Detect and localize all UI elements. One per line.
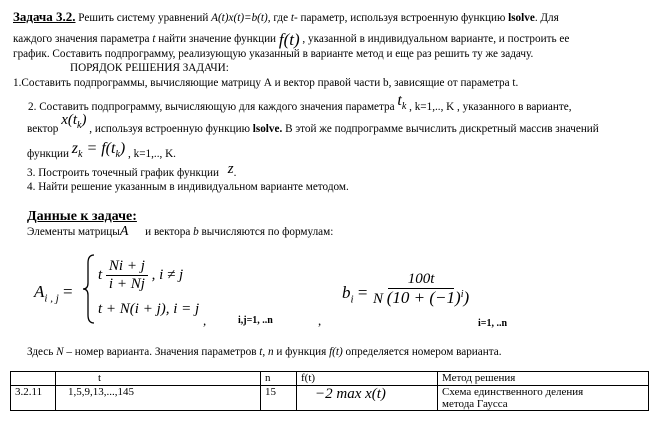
text: Схема единственного деления (442, 386, 584, 398)
formula-b-lhs (342, 283, 367, 305)
text: i + Nj (108, 275, 145, 292)
text: Элементы матрицы (27, 226, 120, 238)
text: и вектора (145, 226, 191, 238)
step-1: 1.Составить подпрограммы, вычисляющие матрицу А и вектор правой части b, зависящие от параметра t. (13, 77, 519, 89)
formula-b-rhs (370, 272, 472, 307)
text: 2. Составить подпрограмму, вычисляющую для каждого значения параметра (28, 101, 395, 113)
text: и функция (276, 346, 327, 358)
text: – номер варианта. Значения параметров (66, 346, 257, 358)
text: каждого значения параметра (13, 33, 150, 46)
text: i (460, 288, 464, 300)
text: , i ≠ j (151, 267, 184, 284)
order-heading: ПОРЯДОК РЕШЕНИЯ ЗАДАЧИ: (70, 62, 229, 74)
task-title: Задача 3.2. (13, 9, 76, 24)
table-header: t (56, 372, 261, 386)
range-i: i=1, ..n (478, 318, 508, 329)
step-2-line-3 (27, 140, 176, 165)
task-line-2 (13, 30, 570, 49)
comma: , (318, 313, 322, 328)
range-ij: i,j=1, ..n (238, 315, 273, 326)
table-cell: 3.2.11 (11, 386, 56, 411)
text: определяется номером варианта. (345, 346, 502, 358)
table-header: f(t) (297, 372, 438, 386)
fraction (106, 259, 148, 292)
step-4: 4. Найти решение указанным в индивидуальном варианте методом. (27, 181, 349, 193)
text: k (77, 120, 82, 131)
text: ) (81, 112, 87, 128)
text: , указанной в индивидуальном варианте, и построить ее (302, 33, 570, 46)
text: 3. Построить точечный график функции (27, 167, 219, 179)
data-heading: Данные к задаче: (27, 209, 137, 224)
text: Ni + j (106, 259, 148, 276)
formula-a-row-1 (98, 259, 183, 292)
text: , используя встроенную функцию (89, 123, 250, 135)
text: функции (27, 148, 69, 160)
formula-a-lhs (34, 282, 73, 304)
text: i (350, 293, 354, 306)
text: k (77, 149, 83, 161)
text: вычисляются по формулам: (201, 226, 334, 238)
text: A (119, 224, 129, 239)
text: b (193, 226, 199, 238)
text: = (63, 282, 73, 301)
text: . (233, 167, 237, 179)
text: где (273, 12, 289, 24)
formula-xtk (61, 112, 87, 131)
text: метода Гаусса (442, 398, 508, 410)
table-cell: 15 (261, 386, 297, 411)
text: ) (463, 287, 470, 307)
table-header (11, 372, 56, 386)
table-header: n (261, 372, 297, 386)
text: найти значение функции (158, 33, 277, 46)
text: = (357, 283, 368, 302)
text: - параметр, используя встроенную функцию (293, 12, 506, 24)
text: Здесь (27, 346, 54, 358)
text: 100t (388, 272, 455, 289)
text: z (71, 140, 78, 157)
step-2-line-2 (27, 112, 599, 140)
text: x(t (61, 112, 78, 128)
text: , k=1,.., K , указанного в варианте, (409, 101, 572, 113)
fraction (370, 272, 472, 307)
text: вектор (27, 123, 59, 135)
formula-ft: f(t) (278, 30, 300, 49)
text: t (290, 12, 294, 24)
table-row (11, 386, 649, 411)
task-line-3: график. Составить подпрограмму, реализующую указанный в варианте метод и еще раз решить ту же задачу. (13, 48, 534, 60)
lsolve-name: lsolve. (252, 123, 283, 135)
step-2-line-1 (28, 92, 572, 118)
table-cell (438, 386, 649, 411)
left-brace (82, 253, 96, 325)
text: f(t) (329, 346, 343, 358)
task-line-1 (13, 10, 559, 25)
text: (10 + (−1) (386, 287, 461, 307)
text: t (98, 267, 103, 284)
table-cell (297, 386, 438, 411)
table-cell: 1,5,9,13,...,145 (56, 386, 261, 411)
data-line (27, 225, 333, 239)
lsolve-name: lsolve (508, 12, 535, 24)
formula-zk (71, 140, 126, 161)
variant-table (10, 371, 649, 411)
text: = f(t (86, 140, 116, 157)
text: b (342, 283, 351, 302)
text: . Для (534, 12, 559, 24)
step-3 (27, 161, 237, 180)
text: t, n (259, 346, 274, 358)
note-line (27, 346, 502, 359)
formula-ft-cell: −2 max x(t) (315, 386, 386, 402)
text: t (397, 92, 402, 109)
text: ) (119, 140, 126, 157)
text: k (401, 101, 407, 113)
text: i , j (44, 292, 59, 305)
equation-ax: A(t)x(t)=b(t), (211, 12, 271, 24)
formula-tk (397, 92, 407, 113)
task-intro: Решить систему уравнений (78, 12, 209, 24)
formula-a-row-2: t + N(i + j), i = j (98, 301, 200, 317)
text (370, 289, 472, 308)
text: N (373, 290, 384, 307)
table-header: Метод решения (438, 372, 649, 386)
text: В этой же подпрограмме вычислить дискретный массив значений (285, 123, 599, 135)
formula-z: z (227, 161, 234, 177)
text: N (56, 346, 64, 358)
text: t (152, 33, 156, 46)
text: A (34, 282, 45, 301)
comma: , (203, 313, 207, 328)
text: k (115, 149, 120, 161)
text: , k=1,.., K. (128, 148, 176, 160)
table-header-row (11, 372, 649, 386)
